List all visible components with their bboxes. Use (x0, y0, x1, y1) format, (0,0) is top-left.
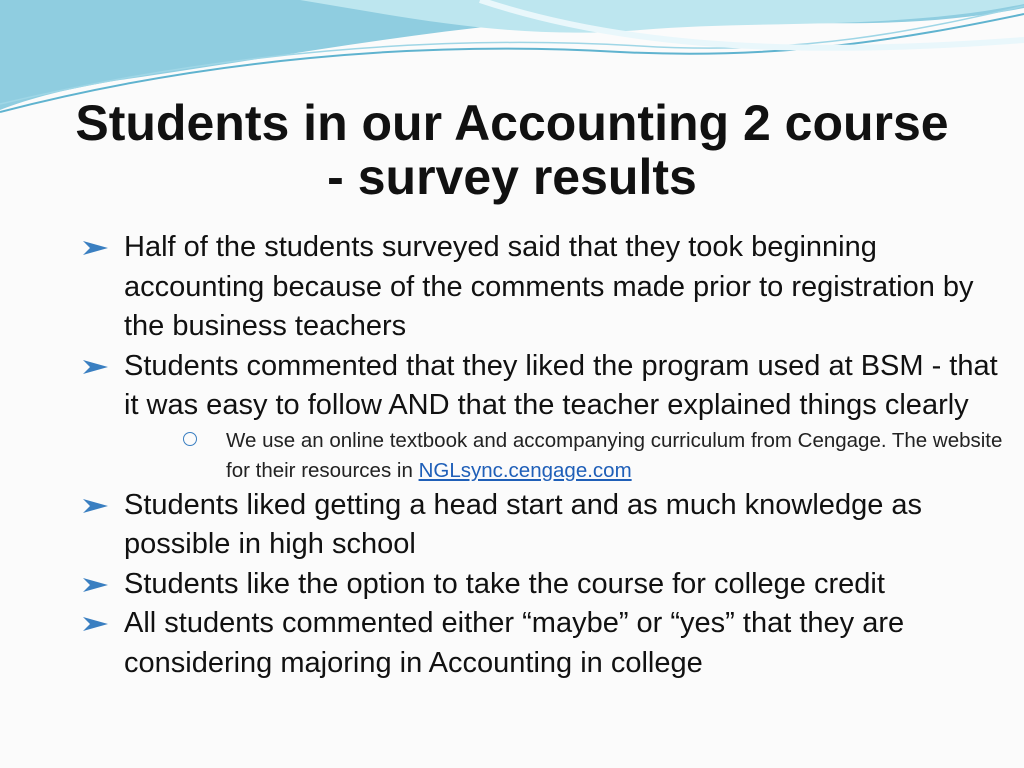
arrow-bullet-icon (82, 575, 110, 595)
sub-bullet-item (226, 426, 1010, 486)
arrow-bullet-icon (82, 238, 110, 258)
arrow-bullet-icon (82, 496, 110, 516)
bullet-text: Students liked getting a head start and as much knowledge as possible in high school (124, 488, 923, 560)
slide-title-line-1: Students in our Accounting 2 course (75, 95, 949, 151)
bullet-text: Students like the option to take the course for college credit (124, 567, 885, 600)
bullet-text: Students commented that they liked the program used at BSM - that it was easy to follow AND that the teacher explained things clearly (124, 349, 998, 421)
bullet-item (80, 486, 1010, 565)
bullet-item (80, 228, 1010, 347)
slide-title-line-2: - survey results (327, 149, 697, 205)
sub-bullet-text: We use an online textbook and accompanying curriculum from Cengage. The website for their resources in (226, 428, 1003, 482)
arrow-bullet-icon (82, 614, 110, 634)
bullet-list (80, 228, 1010, 683)
bullet-text: All students commented either “maybe” or “yes” that they are considering majoring in Accounting in college (124, 607, 905, 679)
circle-bullet-icon (183, 432, 197, 446)
cengage-link[interactable]: NGLsync.cengage.com (418, 458, 632, 482)
bullet-item (80, 347, 1010, 426)
slide-title (0, 96, 1024, 204)
bullet-item (80, 604, 1010, 683)
arrow-bullet-icon (82, 357, 110, 377)
bullet-text: Half of the students surveyed said that they took beginning accounting because of the comments made prior to registration by the business teachers (124, 231, 974, 342)
bullet-item (80, 565, 1010, 605)
